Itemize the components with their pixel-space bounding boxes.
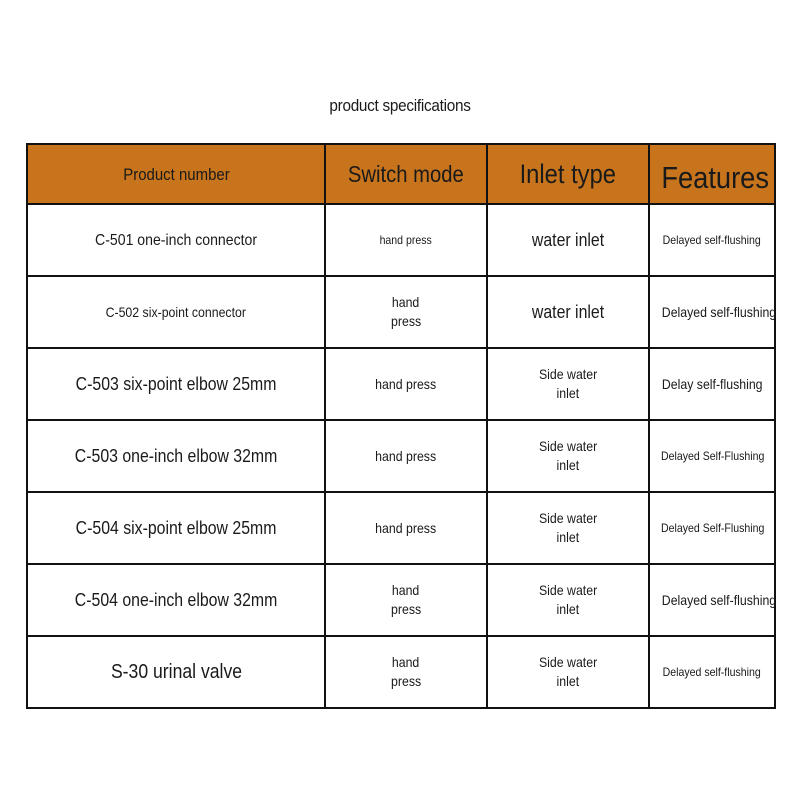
cell-product: C-504 one-inch elbow 32mm [27, 564, 325, 636]
cell-product: C-503 six-point elbow 25mm [27, 348, 325, 420]
cell-feature: Delay self-flushing [649, 348, 775, 420]
table-row [27, 492, 775, 564]
cell-inlet: Side water inlet [487, 420, 649, 492]
cell-switch: hand press [325, 276, 487, 348]
cell-feature: Delayed self-flushing [649, 636, 775, 708]
cell-inlet: Side water inlet [487, 564, 649, 636]
table-row [27, 636, 775, 708]
table-row [27, 348, 775, 420]
table-row [27, 204, 775, 276]
header-switch-mode: Switch mode [325, 144, 487, 204]
cell-product: S-30 urinal valve [27, 636, 325, 708]
cell-feature: Delayed self-flushing [649, 276, 775, 348]
header-product-number: Product number [27, 144, 325, 204]
cell-product: C-502 six-point connector [27, 276, 325, 348]
spec-table [26, 143, 776, 709]
cell-feature: Delayed self-flushing [649, 564, 775, 636]
cell-inlet: water inlet [487, 204, 649, 276]
cell-inlet: Side water inlet [487, 636, 649, 708]
cell-switch: hand press [325, 348, 487, 420]
table-row [27, 564, 775, 636]
cell-feature: Delayed self-flushing [649, 204, 775, 276]
cell-inlet: Side water inlet [487, 492, 649, 564]
cell-product: C-504 six-point elbow 25mm [27, 492, 325, 564]
cell-product: C-503 one-inch elbow 32mm [27, 420, 325, 492]
header-inlet-type: Inlet type [487, 144, 649, 204]
cell-switch: hand press [325, 204, 487, 276]
cell-feature: Delayed Self-Flushing [649, 420, 775, 492]
cell-switch: hand press [325, 636, 487, 708]
table-row [27, 276, 775, 348]
cell-inlet: water inlet [487, 276, 649, 348]
page-title: product specifications [329, 96, 471, 115]
cell-product: C-501 one-inch connector [27, 204, 325, 276]
cell-switch: hand press [325, 492, 487, 564]
cell-switch: hand press [325, 420, 487, 492]
cell-feature: Delayed Self-Flushing [649, 492, 775, 564]
header-features: Features [649, 144, 775, 204]
table-row [27, 420, 775, 492]
cell-inlet: Side water inlet [487, 348, 649, 420]
table-header-row [27, 144, 775, 204]
cell-switch: hand press [325, 564, 487, 636]
